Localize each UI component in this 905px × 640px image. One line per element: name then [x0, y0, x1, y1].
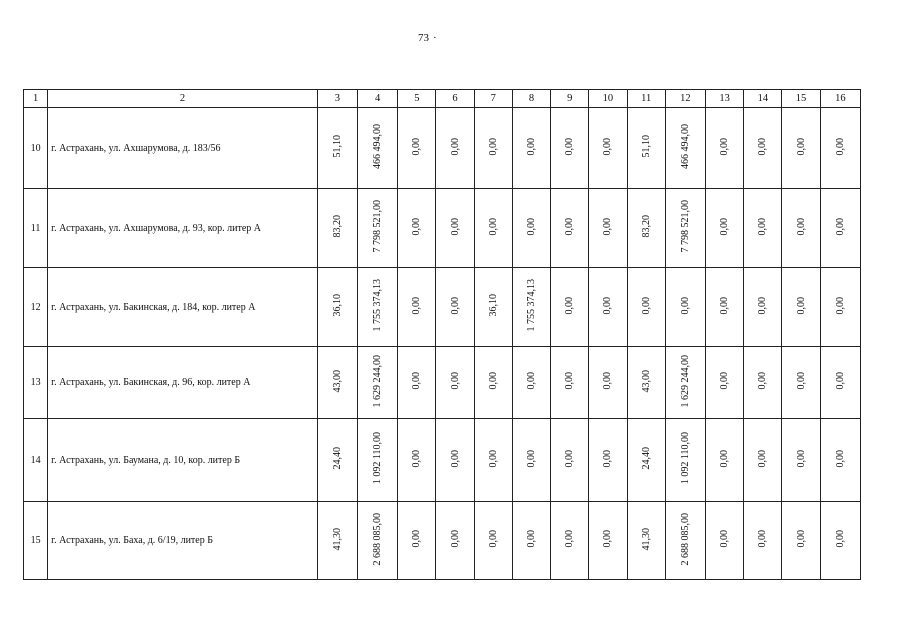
- value-cell-col-7: [474, 108, 512, 189]
- table-row: [24, 108, 861, 189]
- value-text: 83,20: [640, 215, 652, 238]
- value-text: 0,00: [564, 449, 576, 468]
- value-text: 0,00: [834, 372, 846, 390]
- value-text: 2 688 085,00: [372, 512, 384, 566]
- value-cell-col-12: [665, 419, 705, 502]
- value-text: 7 798 521,00: [372, 200, 384, 253]
- value-cell-col-14: [744, 502, 782, 580]
- value-text: 0,00: [449, 449, 461, 468]
- value-cell-col-10: [589, 189, 627, 268]
- value-text: 0,00: [564, 530, 576, 548]
- value-cell-col-13: [705, 347, 743, 419]
- value-cell-col-9: [551, 108, 589, 189]
- value-text: 0,00: [525, 449, 537, 468]
- value-text: 466 494,00: [372, 124, 384, 169]
- value-cell-col-13: [705, 189, 743, 268]
- address-cell: г. Астрахань, ул. Бакинская, д. 184, кор. литер А: [48, 268, 318, 347]
- value-cell-col-11: [627, 419, 665, 502]
- value-cell-col-4: [357, 502, 397, 580]
- value-cell-col-8: [512, 502, 550, 580]
- page-mark: ·: [433, 32, 437, 44]
- value-cell-col-12: [665, 108, 705, 189]
- row-number-cell: 12: [24, 268, 48, 347]
- value-text: 0,00: [411, 449, 423, 468]
- value-cell-col-11: [627, 189, 665, 268]
- value-cell-col-3: [317, 189, 357, 268]
- value-cell-col-10: [589, 347, 627, 419]
- value-text: 0,00: [834, 137, 846, 156]
- value-cell-col-7: [474, 502, 512, 580]
- value-cell-col-15: [782, 419, 820, 502]
- column-header-8: 8: [512, 90, 550, 108]
- value-cell-col-10: [589, 108, 627, 189]
- value-cell-col-4: [357, 347, 397, 419]
- value-cell-col-10: [589, 419, 627, 502]
- value-text: 1 092 110,00: [372, 432, 384, 485]
- column-header-11: 11: [627, 90, 665, 108]
- value-cell-col-9: [551, 268, 589, 347]
- value-cell-col-5: [398, 419, 436, 502]
- header-row: [24, 90, 861, 108]
- value-text: 7 798 521,00: [679, 200, 691, 253]
- value-text: 0,00: [564, 296, 576, 315]
- value-cell-col-9: [551, 502, 589, 580]
- value-text: 0,00: [719, 217, 731, 236]
- table-row: [24, 347, 861, 419]
- value-cell-col-11: [627, 347, 665, 419]
- column-header-16: 16: [820, 90, 860, 108]
- value-text: 2 688 085,00: [679, 512, 691, 566]
- value-text: 0,00: [719, 137, 731, 156]
- value-text: 1 755 374,13: [525, 279, 537, 332]
- row-number-cell: 14: [24, 419, 48, 502]
- value-cell-col-16: [820, 419, 860, 502]
- value-text: 0,00: [795, 296, 807, 315]
- value-text: 0,00: [487, 217, 499, 236]
- address-cell: г. Астрахань, ул. Баумана, д. 10, кор. литер Б: [48, 419, 318, 502]
- value-text: 0,00: [679, 296, 691, 315]
- value-text: 0,00: [719, 449, 731, 468]
- value-text: 0,00: [795, 530, 807, 548]
- value-cell-col-6: [436, 268, 474, 347]
- value-cell-col-5: [398, 347, 436, 419]
- value-cell-col-16: [820, 189, 860, 268]
- value-cell-col-16: [820, 268, 860, 347]
- column-header-5: 5: [398, 90, 436, 108]
- value-text: 0,00: [487, 449, 499, 468]
- value-text: 1 629 244,00: [679, 354, 691, 408]
- value-cell-col-5: [398, 189, 436, 268]
- value-text: 0,00: [449, 530, 461, 548]
- value-cell-col-5: [398, 502, 436, 580]
- value-cell-col-3: [317, 268, 357, 347]
- value-text: 0,00: [525, 530, 537, 548]
- value-text: 41,30: [331, 527, 343, 551]
- address-cell: г. Астрахань, ул. Баха, д. 6/19, литер Б: [48, 502, 318, 580]
- column-header-3: 3: [317, 90, 357, 108]
- value-text: 1 629 244,00: [372, 354, 384, 408]
- column-header-7: 7: [474, 90, 512, 108]
- value-text: 0,00: [795, 137, 807, 156]
- value-text: 0,00: [449, 217, 461, 236]
- value-cell-col-11: [627, 108, 665, 189]
- value-text: 0,00: [719, 530, 731, 548]
- value-text: 0,00: [795, 449, 807, 468]
- value-text: 0,00: [834, 449, 846, 468]
- value-cell-col-4: [357, 189, 397, 268]
- value-text: 51,10: [640, 135, 652, 158]
- value-text: 0,00: [719, 296, 731, 315]
- column-header-12: 12: [665, 90, 705, 108]
- value-text: 0,00: [602, 530, 614, 548]
- value-cell-col-6: [436, 347, 474, 419]
- value-text: 0,00: [449, 296, 461, 315]
- value-text: 0,00: [487, 137, 499, 156]
- value-cell-col-12: [665, 502, 705, 580]
- value-cell-col-3: [317, 108, 357, 189]
- value-cell-col-4: [357, 419, 397, 502]
- value-text: 0,00: [564, 372, 576, 390]
- value-cell-col-3: [317, 419, 357, 502]
- row-number-cell: 10: [24, 108, 48, 189]
- value-text: 0,00: [487, 530, 499, 548]
- value-text: 41,30: [640, 527, 652, 551]
- value-cell-col-16: [820, 108, 860, 189]
- value-text: 0,00: [449, 372, 461, 390]
- value-text: 1 755 374,13: [372, 279, 384, 332]
- column-header-2: 2: [48, 90, 318, 108]
- value-text: 0,00: [757, 217, 769, 236]
- row-number-cell: 11: [24, 189, 48, 268]
- value-text: 0,00: [487, 372, 499, 390]
- value-cell-col-11: [627, 502, 665, 580]
- value-cell-col-7: [474, 419, 512, 502]
- column-header-1: 1: [24, 90, 48, 108]
- value-cell-col-12: [665, 268, 705, 347]
- value-cell-col-14: [744, 268, 782, 347]
- value-text: 0,00: [411, 296, 423, 315]
- value-cell-col-8: [512, 108, 550, 189]
- value-text: 0,00: [719, 372, 731, 390]
- value-text: 466 494,00: [679, 124, 691, 169]
- value-cell-col-6: [436, 189, 474, 268]
- value-text: 0,00: [602, 372, 614, 390]
- row-number-cell: 13: [24, 347, 48, 419]
- value-cell-col-6: [436, 108, 474, 189]
- value-text: 0,00: [757, 137, 769, 156]
- table-row: [24, 419, 861, 502]
- value-text: 51,10: [331, 135, 343, 158]
- value-cell-col-14: [744, 419, 782, 502]
- table-row: [24, 189, 861, 268]
- value-cell-col-8: [512, 268, 550, 347]
- address-cell: г. Астрахань, ул. Ахшарумова, д. 93, кор. литер А: [48, 189, 318, 268]
- column-header-13: 13: [705, 90, 743, 108]
- row-number-cell: 15: [24, 502, 48, 580]
- value-cell-col-10: [589, 268, 627, 347]
- value-text: 0,00: [640, 296, 652, 315]
- value-text: 0,00: [602, 449, 614, 468]
- column-header-9: 9: [551, 90, 589, 108]
- value-cell-col-15: [782, 108, 820, 189]
- value-text: 0,00: [411, 372, 423, 390]
- value-text: 0,00: [757, 449, 769, 468]
- value-cell-col-15: [782, 268, 820, 347]
- value-text: 43,00: [331, 369, 343, 393]
- value-cell-col-4: [357, 268, 397, 347]
- table-row: [24, 268, 861, 347]
- value-text: 1 092 110,00: [679, 432, 691, 485]
- value-text: 0,00: [602, 217, 614, 236]
- value-cell-col-14: [744, 108, 782, 189]
- value-text: 0,00: [834, 217, 846, 236]
- value-cell-col-7: [474, 268, 512, 347]
- value-text: 0,00: [757, 296, 769, 315]
- value-cell-col-9: [551, 189, 589, 268]
- value-cell-col-6: [436, 419, 474, 502]
- value-text: 0,00: [602, 137, 614, 156]
- value-text: 0,00: [834, 296, 846, 315]
- column-header-10: 10: [589, 90, 627, 108]
- value-cell-col-12: [665, 189, 705, 268]
- value-cell-col-8: [512, 419, 550, 502]
- value-text: 0,00: [795, 217, 807, 236]
- value-cell-col-13: [705, 108, 743, 189]
- value-text: 0,00: [411, 530, 423, 548]
- value-cell-col-12: [665, 347, 705, 419]
- value-text: 0,00: [757, 530, 769, 548]
- value-cell-col-9: [551, 419, 589, 502]
- value-text: 43,00: [640, 369, 652, 393]
- value-cell-col-8: [512, 347, 550, 419]
- value-text: 0,00: [525, 372, 537, 390]
- value-cell-col-10: [589, 502, 627, 580]
- value-text: 0,00: [525, 137, 537, 156]
- value-cell-col-3: [317, 347, 357, 419]
- value-text: 0,00: [757, 372, 769, 390]
- value-cell-col-6: [436, 502, 474, 580]
- value-cell-col-4: [357, 108, 397, 189]
- value-text: 24,40: [640, 447, 652, 470]
- value-cell-col-9: [551, 347, 589, 419]
- value-cell-col-8: [512, 189, 550, 268]
- value-cell-col-13: [705, 419, 743, 502]
- value-text: 0,00: [564, 217, 576, 236]
- value-cell-col-11: [627, 268, 665, 347]
- value-cell-col-13: [705, 268, 743, 347]
- column-header-6: 6: [436, 90, 474, 108]
- value-cell-col-16: [820, 502, 860, 580]
- value-text: 0,00: [411, 217, 423, 236]
- value-text: 0,00: [602, 296, 614, 315]
- value-cell-col-5: [398, 268, 436, 347]
- address-cell: г. Астрахань, ул. Бакинская, д. 96, кор. литер А: [48, 347, 318, 419]
- value-cell-col-7: [474, 347, 512, 419]
- table-row: [24, 502, 861, 580]
- value-cell-col-15: [782, 347, 820, 419]
- value-cell-col-13: [705, 502, 743, 580]
- value-cell-col-15: [782, 189, 820, 268]
- value-text: 0,00: [525, 217, 537, 236]
- value-cell-col-16: [820, 347, 860, 419]
- value-text: 0,00: [449, 137, 461, 156]
- value-cell-col-14: [744, 189, 782, 268]
- value-text: 0,00: [795, 372, 807, 390]
- value-text: 24,40: [331, 447, 343, 470]
- column-header-4: 4: [357, 90, 397, 108]
- column-header-15: 15: [782, 90, 820, 108]
- page-number-value: 73: [418, 32, 429, 44]
- value-cell-col-5: [398, 108, 436, 189]
- value-cell-col-7: [474, 189, 512, 268]
- value-text: 0,00: [411, 137, 423, 156]
- data-table: [23, 89, 861, 580]
- value-text: 36,10: [487, 294, 499, 317]
- value-cell-col-3: [317, 502, 357, 580]
- value-text: 83,20: [331, 215, 343, 238]
- value-text: 0,00: [564, 137, 576, 156]
- value-cell-col-15: [782, 502, 820, 580]
- value-text: 0,00: [834, 530, 846, 548]
- page-number: [418, 32, 437, 44]
- column-header-14: 14: [744, 90, 782, 108]
- value-cell-col-14: [744, 347, 782, 419]
- address-cell: г. Астрахань, ул. Ахшарумова, д. 183/56: [48, 108, 318, 189]
- value-text: 36,10: [331, 294, 343, 317]
